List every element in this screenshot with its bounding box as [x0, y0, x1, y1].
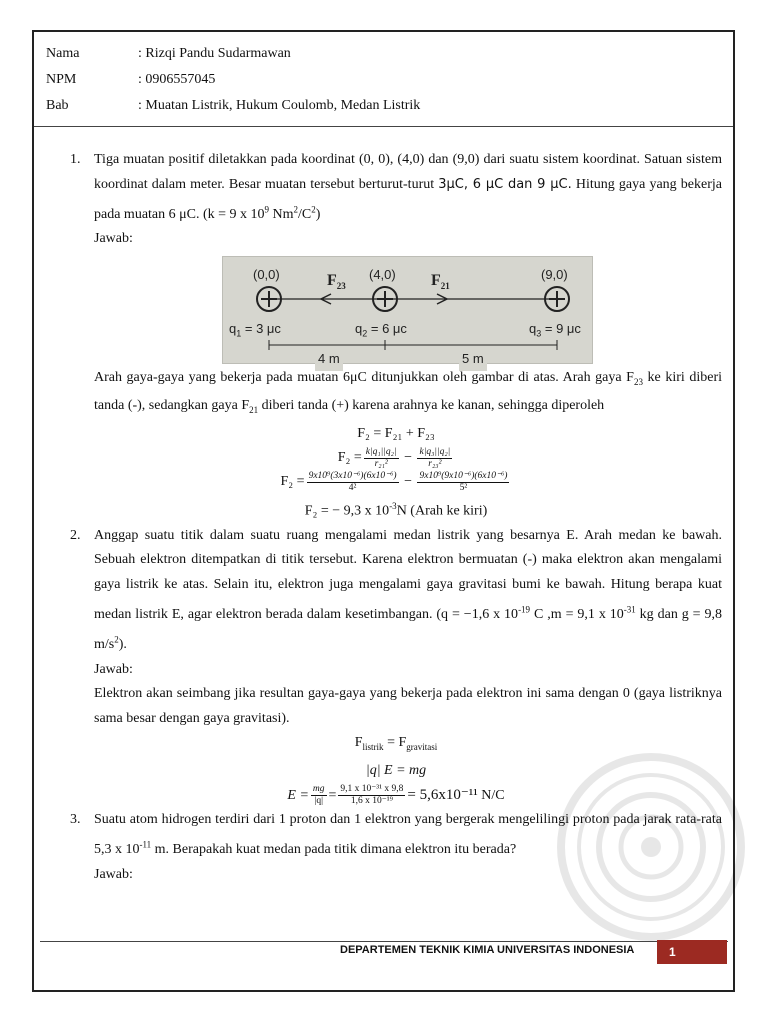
position-label-3: (9,0)	[541, 266, 568, 282]
npm-value: : 0906557045	[138, 72, 216, 87]
equation-6: |q| E = mg	[365, 763, 427, 779]
question-2	[70, 524, 722, 658]
distance-label-1: 4 m	[315, 347, 343, 372]
force-label-f23: $F_{23}$	[327, 271, 346, 291]
question-text: Suatu atom hidrogen terdiri dari 1 proton dan 1 elektron yang bergerak mengelilingi proton pada jarak rata-rata 5,3 x $10^{-11}$ m. Berapakah kuat medan pada titik dimana elektron itu berada?	[94, 812, 722, 858]
question-number: 1.	[70, 152, 81, 167]
name-value: : Rizqi Pandu Sudarmawan	[138, 46, 291, 61]
equation-7: E = $\frac{mg}{|q|}$ = $\frac{\text{9,1 x 10⁻³¹ x 9,8}}{\text{1,6 x 10⁻¹⁹}}$ = 5,6x10⁻¹¹ N/C	[287, 784, 505, 807]
charge-label-q2: $q_2 = 6$ μc	[355, 320, 407, 339]
page-number: 1	[657, 940, 727, 964]
npm-label: NPM	[46, 72, 77, 87]
answer-explanation: Arah gaya-gaya yang bekerja pada muatan 6μC ditunjukkan oleh gambar di atas. Arah gaya $F_{23}$ ke kiri diberi tanda (-), sedangkan gaya $F_{21}$ diberi tanda (+) karena arahnya ke kanan, sehingga diperoleh	[94, 369, 722, 415]
question-3	[70, 808, 722, 863]
position-label-1: (0,0)	[253, 266, 280, 282]
question-number: 2.	[70, 527, 81, 543]
footer-department: DEPARTEMEN TEKNIK KIMIA UNIVERSITAS INDONESIA	[340, 944, 635, 956]
student-header	[46, 41, 420, 119]
answer-label: Jawab:	[94, 866, 133, 882]
equation-1: F₂ = F₂₁ + F₂₃	[357, 426, 435, 442]
header-divider	[34, 126, 733, 127]
distance-label-2: 5 m	[459, 347, 487, 372]
charge-label-q1: $q_1 = 3$ μc	[229, 320, 281, 339]
equation-4: F₂ = − 9,3 x $10^{-3}N$ (Arah ke kiri)	[304, 501, 488, 519]
answer-label: Jawab:	[94, 661, 133, 677]
question-number: 3.	[70, 812, 81, 828]
equation-3: F₂ = $\frac{\text{9x10⁹(3x10⁻⁶)(6x10⁻⁶)}}{\text{4²}}$ − $\frac{\text{9x10⁹(9x10⁻⁶)(6x10⁻⁶)}}{\text{5²}}$	[280, 470, 508, 493]
question-1	[70, 148, 722, 227]
charge-label-q3: $q_3 = 9$ μc	[529, 320, 581, 339]
answer-explanation: Elektron akan seimbang jika resultan gaya-gaya yang bekerja pada elektron ini sama dengan 0 (gaya listriknya sama besar dengan gaya gravitasi).	[94, 686, 722, 726]
footer-divider	[40, 941, 728, 942]
question-text: Tiga muatan positif diletakkan pada koordinat (0, 0), (4,0) dan (9,0) dari suatu sistem koordinat. Satuan sistem koordinat dalam meter. Besar muatan tersebut berturut-turut 3μC, 6 μC dan 9 μC. Hitung gaya yang bekerja pada muatan 6 μC. (k = 9 x $10^9$ $Nm^2/C^2$)	[94, 152, 723, 222]
charge-diagram	[222, 256, 593, 364]
force-label-f21: $F_{21}$	[431, 271, 450, 291]
position-label-2: (4,0)	[369, 266, 396, 282]
name-label: Nama	[46, 46, 80, 61]
bab-value: : Muatan Listrik, Hukum Coulomb, Medan Listrik	[138, 98, 421, 113]
answer-label: Jawab:	[94, 231, 133, 247]
equation-5: $F_{listrik} = F_{gravitasi}$	[354, 735, 438, 753]
document-body	[70, 148, 722, 887]
question-text: Anggap suatu titik dalam suatu ruang mengalami medan listrik yang besarnya E. Arah medan ke bawah. Sebuah elektron ditempatkan di titik tersebut. Karena elektron bermuatan (-) maka elektron akan mengalami gaya listrik ke atas. Selain itu, elektron juga mengalami gaya gravitasi bumi ke bawah. Hitung berapa kuat medan listrik E, agar elektron berada dalam kesetimbangan. (q = −1,6 x $10^{-19}$ C ,m = 9,1 x $10^{-31}$ kg dan g = 9,8 $m/s^2$).	[94, 527, 722, 653]
bab-label: Bab	[46, 98, 69, 113]
equation-2: F₂ = $\frac{\text{k|q₁||q₂|}}{\text{r₂₁²}}$ − $\frac{\text{k|q₃||q₂|}}{\text{r₂₃²}}$	[337, 446, 451, 469]
